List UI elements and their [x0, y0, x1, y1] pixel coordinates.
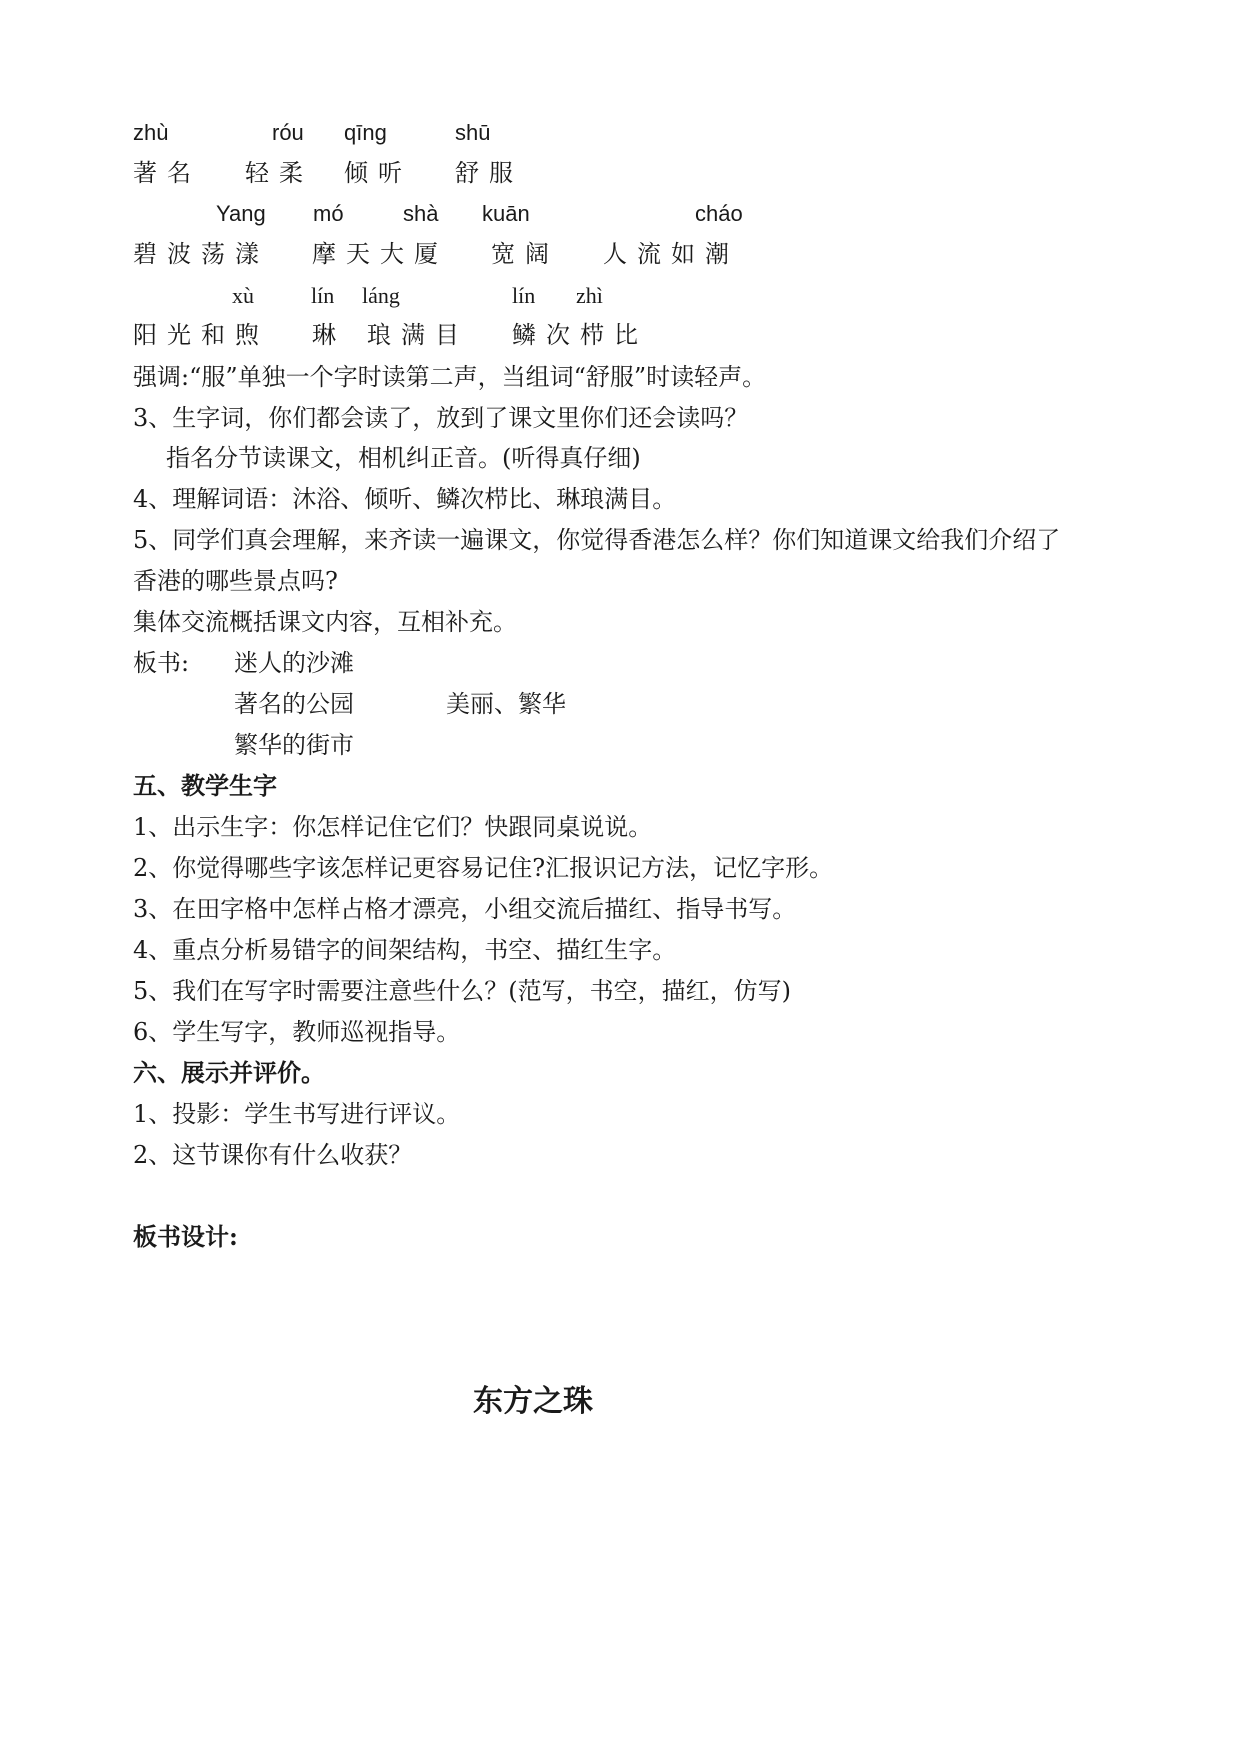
pinyin-zhi: zhì: [576, 283, 603, 308]
board-item-street: 繁华的街市: [234, 731, 354, 759]
word-qingrou: 轻柔: [245, 159, 313, 187]
board-item-park: 著名的公园: [234, 690, 354, 718]
summary-line: 集体交流概括课文内容，互相补充。: [133, 608, 517, 636]
word-bibodangyang: 碧波荡漾: [133, 240, 269, 268]
pinyin-rou: róu: [272, 120, 304, 145]
section-5-item-6: 6、学生写字，教师巡视指导。: [133, 1018, 461, 1046]
word-lincizhibi: 鳞次栉比: [512, 321, 648, 349]
section-6-item-2: 2、这节课你有什么收获？: [133, 1141, 413, 1169]
section-5-item-5: 5、我们在写字时需要注意些什么？(范写，书空，描红，仿写): [133, 977, 791, 1005]
pinyin-qing: qīng: [344, 120, 387, 145]
pinyin-lang: láng: [362, 283, 400, 308]
board-design-heading: 板书设计:: [133, 1222, 238, 1251]
pinyin-kuan: kuān: [482, 201, 530, 226]
pinyin-lin1: lín: [311, 283, 335, 308]
word-shufu: 舒服: [455, 159, 523, 187]
section-5-item-3: 3、在田字格中怎样占格才漂亮，小组交流后描红、指导书写。: [133, 895, 797, 923]
emphasis-note: 强调:“服”单独一个字时读第二声，当组词“舒服”时读轻声。: [133, 363, 767, 391]
pinyin-mo: mó: [313, 201, 344, 226]
step-3-sub: 指名分节读课文，相机纠正音。(听得真仔细): [166, 444, 641, 472]
section-5-item-4: 4、重点分析易错字的间架结构，书空、描红生字。: [133, 936, 677, 964]
pinyin-zhu: zhù: [133, 120, 169, 145]
section-5-heading: 五、教学生字: [133, 771, 277, 800]
section-5-item-2: 2、你觉得哪些字该怎样记更容易记住?汇报识记方法，记忆字形。: [133, 854, 834, 882]
step-5-line1: 5、同学们真会理解，来齐读一遍课文，你觉得香港怎么样？你们知道课文给我们介绍了: [133, 526, 1061, 554]
pinyin-chao: cháo: [695, 201, 743, 226]
section-6-heading: 六、展示并评价。: [133, 1058, 325, 1087]
step-5-line2: 香港的哪些景点吗?: [133, 567, 338, 595]
next-lesson-title: 东方之珠: [473, 1384, 593, 1419]
word-qingting: 倾听: [344, 159, 412, 187]
section-6-item-1: 1、投影：学生书写进行评议。: [133, 1100, 461, 1128]
step-3: 3、生字词，你们都会读了，放到了课文里你们还会读吗？: [133, 404, 749, 432]
word-renliuruchao: 人流如潮: [603, 240, 739, 268]
word-motiandasha: 摩天大厦: [312, 240, 448, 268]
word-kuankuo: 宽阔: [491, 240, 559, 268]
step-4: 4、理解词语：沐浴、倾听、鳞次栉比、琳琅满目。: [133, 485, 677, 513]
board-label: 板书:: [133, 649, 190, 677]
pinyin-yang: Yang: [216, 201, 266, 226]
pinyin-lin2: lín: [512, 283, 536, 308]
board-item-beach: 迷人的沙滩: [234, 649, 354, 677]
pinyin-sha: shà: [403, 201, 439, 226]
pinyin-shu: shū: [455, 120, 491, 145]
board-side-note: 美丽、繁华: [446, 690, 566, 718]
word-langmanmu: 琅满目: [367, 321, 469, 349]
word-zhuming: 著名: [133, 159, 201, 187]
section-5-item-1: 1、出示生字：你怎样记住它们？快跟同桌说说。: [133, 813, 653, 841]
pinyin-xu: xù: [232, 283, 254, 308]
word-yangguangxu: 阳光和煦: [133, 321, 269, 349]
word-lin: 琳: [312, 321, 336, 349]
